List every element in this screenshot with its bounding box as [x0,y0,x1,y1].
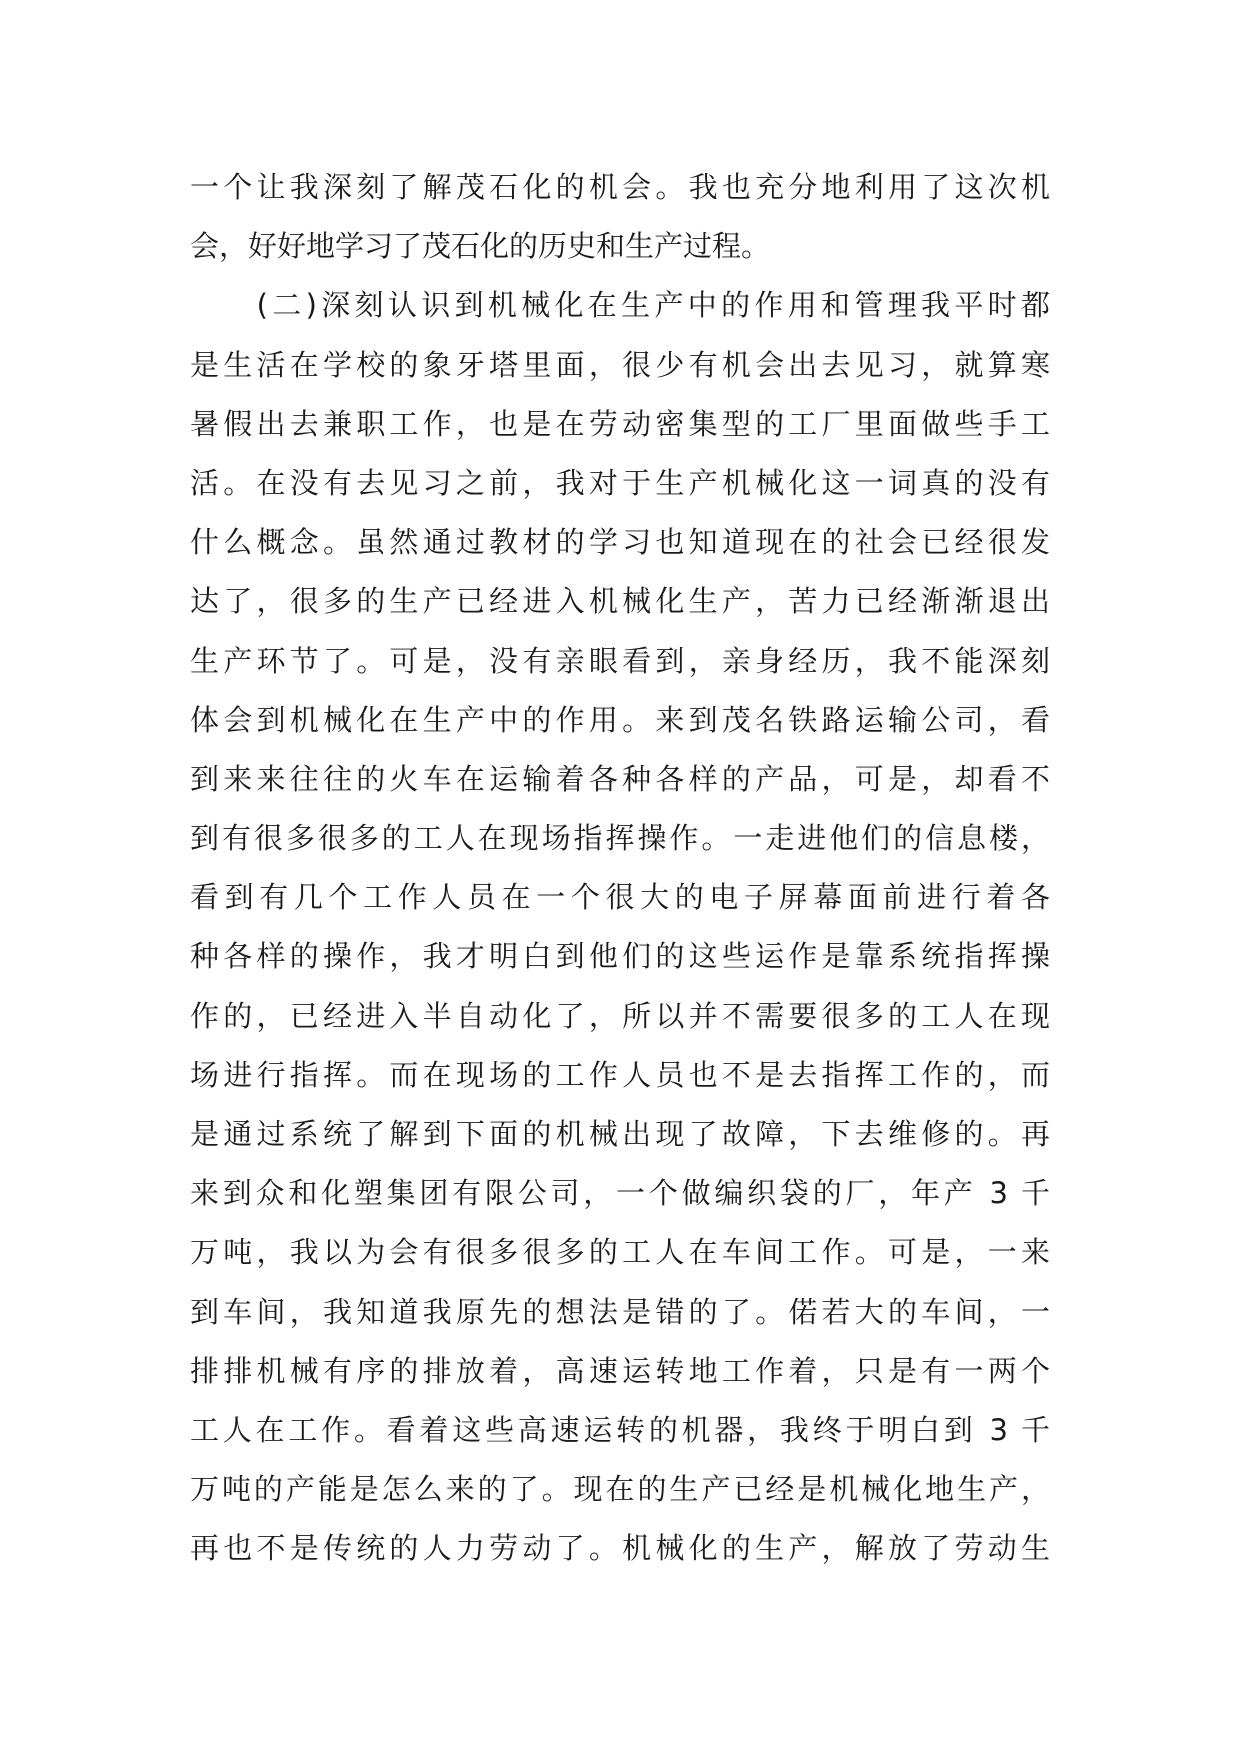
text-line: 看到有几个工作人员在一个很大的电子屏幕面前进行着各 [190,880,1050,915]
text-line: 暑假出去兼职工作，也是在劳动密集型的工厂里面做些手工 [190,406,1050,441]
text-line: 会，好好地学习了茂石化的历史和生产过程。 [190,229,771,264]
text-line: 来到众和化塑集团有限公司，一个做编织袋的厂，年产 3 千 [190,1176,1050,1211]
text-line: 到车间，我知道我原先的想法是错的了。偌若大的车间，一 [190,1294,1050,1329]
text-line: (二)深刻认识到机械化在生产中的作用和管理我平时都 [190,288,1050,323]
text-line: 体会到机械化在生产中的作用。来到茂名铁路运输公司，看 [190,702,1050,737]
text-line: 场进行指挥。而在现场的工作人员也不是去指挥工作的，而 [190,1057,1050,1092]
text-line: 什么概念。虽然通过教材的学习也知道现在的社会已经很发 [190,525,1050,560]
text-line: 再也不是传统的人力劳动了。机械化的生产，解放了劳动生 [190,1531,1050,1566]
text-line: 万吨，我以为会有很多很多的工人在车间工作。可是，一来 [190,1235,1050,1270]
text-line: 到有很多很多的工人在现场指挥操作。一走进他们的信息楼， [190,821,1050,856]
text-line: 万吨的产能是怎么来的了。现在的生产已经是机械化地生产， [190,1472,1050,1507]
text-line: 活。在没有去见习之前，我对于生产机械化这一词真的没有 [190,465,1050,500]
text-line: 作的，已经进入半自动化了，所以并不需要很多的工人在现 [190,998,1050,1033]
text-line: 一个让我深刻了解茂石化的机会。我也充分地利用了这次机 [190,170,1050,204]
text-line: 达了，很多的生产已经进入机械化生产，苦力已经渐渐退出 [190,584,1050,619]
body-text [190,158,1050,1579]
text-line: 工人在工作。看着这些高速运转的机器，我终于明白到 3 千 [190,1412,1050,1447]
text-line: 到来来往往的火车在运输着各种各样的产品，可是，却看不 [190,761,1050,796]
text-line: 是通过系统了解到下面的机械出现了故障，下去维修的。再 [190,1117,1050,1151]
text-line: 是生活在学校的象牙塔里面，很少有机会出去见习，就算寒 [190,347,1050,382]
text-line: 生产环节了。可是，没有亲眼看到，亲身经历，我不能深刻 [190,643,1050,678]
text-line: 种各样的操作，我才明白到他们的这些运作是靠系统指挥操 [190,939,1050,974]
text-line: 排排机械有序的排放着，高速运转地工作着，只是有一两个 [190,1353,1050,1388]
